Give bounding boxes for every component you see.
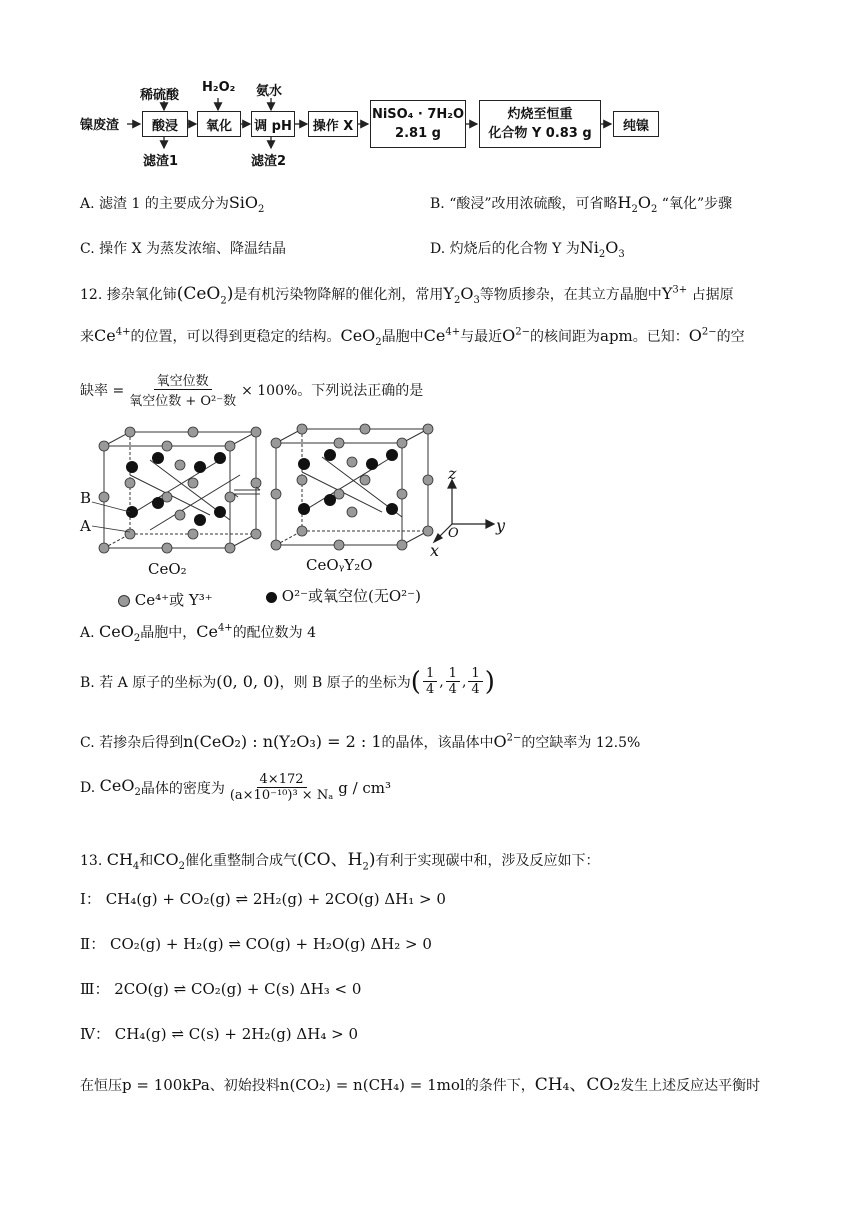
flow-ammonia-reagent: 氨水 bbox=[256, 84, 283, 99]
reaction-2: Ⅱ： CO₂(g) + H₂(g) ⇌ CO(g) + H₂O(g) ΔH₂ > 0 bbox=[80, 935, 432, 953]
flow-end-product: 纯镍 bbox=[613, 111, 659, 137]
grey-ball-icon bbox=[118, 595, 130, 607]
axis-origin-label: O bbox=[448, 526, 459, 541]
caption-ceo2: CeO₂ bbox=[148, 560, 187, 578]
flow-step-acid-leach: 酸浸 bbox=[142, 111, 188, 137]
label-atom-a: A bbox=[80, 517, 91, 535]
reaction-4: Ⅳ： CH₄(g) ⇌ C(s) + 2H₂(g) ΔH₄ > 0 bbox=[80, 1025, 359, 1043]
flow-acid-reagent: 稀硫酸 bbox=[140, 88, 180, 103]
q11-option-d: D. 灼烧后的化合物 Y 为$Ni_2O_3$ bbox=[430, 238, 625, 260]
crystal-structure-figure bbox=[70, 420, 510, 560]
flowchart-arrows bbox=[0, 0, 860, 180]
legend-cation: Ce⁴⁺或 Y³⁺ bbox=[118, 589, 213, 610]
q11-option-b: B. “酸浸”改用浓硫酸，可省略$H_2O_2$ “氧化”步骤 bbox=[430, 193, 733, 215]
flow-salt-mass: 2.81 g bbox=[395, 126, 441, 141]
vacancy-fraction: $\frac{\text{氧空位数}}{\text{氧空位数 + O²⁻数}}$ bbox=[126, 370, 239, 409]
flow-step-adjust-ph: 调 pH bbox=[251, 111, 295, 137]
axis-x-label: x bbox=[430, 541, 440, 560]
flow-start: 镍废渣 bbox=[80, 118, 120, 133]
q12-option-a: A. CeO$_2$晶胞中，$Ce^{4+}$的配位数为 4 bbox=[80, 622, 317, 645]
q12-option-b: B. 若 A 原子的坐标为 (0, 0, 0) ，则 B 原子的坐标为 ( $\frac{1}{4}$ , $\frac{1}{4}$ , $\frac{1}{4}$ ) bbox=[80, 666, 495, 697]
flow-step-operation-x: 操作 X bbox=[308, 111, 358, 137]
q13-intro: 13. $CH_4$和$CO_2$催化重整制合成气(CO、$H_2$)有利于实现碳中和，涉及反应如下： bbox=[80, 850, 600, 873]
flow-step-oxidize: 氧化 bbox=[197, 111, 241, 137]
flow-burn-label: 灼烧至恒重 bbox=[507, 107, 573, 122]
q12-option-c: C. 若掺杂后得到n(CeO₂) : n(Y₂O₃) = 2 : 1的晶体，该晶体中$O^{2-}$的空缺率为 12.5% bbox=[80, 732, 641, 751]
q12-line-1: 12. 掺杂氧化铈(CeO$_2$)是有机污染物降解的催化剂，常用$Y_2O_3$等物质掺杂，在其立方晶胞中$Y^{3+}$ 占据原 bbox=[80, 284, 734, 307]
q12-line-3: 缺率 = $\frac{\text{氧空位数}}{\text{氧空位数 + O²⁻数}}$ × 100%。下列说法正确的是 bbox=[80, 370, 423, 409]
q12-option-d: D. CeO$_2$ 晶体的密度为 $\frac{4\times 172}{\text{(a×10⁻¹⁰)³ × Nₐ}}$ g / cm³ bbox=[80, 772, 392, 803]
flow-residue-2: 滤渣2 bbox=[251, 154, 287, 169]
flow-h2o2-reagent: H₂O₂ bbox=[202, 80, 236, 95]
label-atom-b: B bbox=[80, 489, 92, 507]
flow-burn-product: 化合物 Y 0.83 g bbox=[488, 126, 592, 141]
q12-line-2: 来$Ce^{4+}$的位置，可以得到更稳定的结构。CeO$_2$晶胞中$Ce^{4+}$与最近$O^{2-}$的核间距为apm。已知：$O^{2-}$的空 bbox=[80, 326, 745, 349]
flow-residue-1: 滤渣1 bbox=[143, 154, 179, 169]
reaction-3: Ⅲ： 2CO(g) ⇌ CO₂(g) + C(s) ΔH₃ < 0 bbox=[80, 980, 362, 998]
q11-option-a: A. 滤渣 1 的主要成分为SiO$_2$ bbox=[80, 193, 265, 215]
q13-condition: 在恒压p = 100kPa、初始投料n(CO₂) = n(CH₄) = 1mol的条件下，CH₄、CO₂发生上述反应达平衡时 bbox=[80, 1075, 761, 1095]
flow-salt-box bbox=[370, 100, 466, 148]
q11-option-c: C. 操作 X 为蒸发浓缩、降温结晶 bbox=[80, 241, 286, 257]
black-ball-icon bbox=[266, 592, 277, 603]
flow-salt-formula: NiSO₄ · 7H₂O bbox=[371, 107, 465, 122]
caption-ceoy-y2o: CeOᵧY₂O bbox=[306, 556, 373, 574]
flow-burn-box bbox=[479, 100, 601, 148]
axis-z-label: z bbox=[448, 464, 457, 483]
axis-y-label: y bbox=[496, 516, 506, 535]
legend-oxygen: O²⁻或氧空位(无O²⁻) bbox=[266, 585, 421, 606]
reaction-1: Ⅰ： CH₄(g) + CO₂(g) ⇌ 2H₂(g) + 2CO(g) ΔH₁ > 0 bbox=[80, 890, 446, 908]
